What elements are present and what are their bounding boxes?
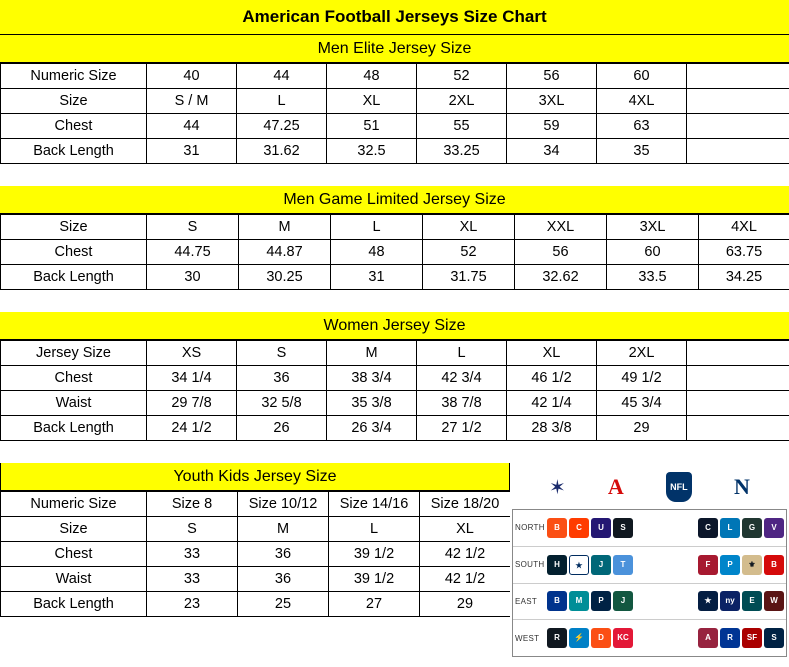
- table-row: [1, 139, 789, 164]
- cell: 63: [597, 114, 687, 139]
- cell: 40: [147, 64, 237, 89]
- table-row: [1, 416, 789, 441]
- afc-east-teams: [547, 591, 633, 611]
- cell: L: [237, 89, 327, 114]
- row-label: Waist: [1, 567, 147, 592]
- cell: 26: [237, 416, 327, 441]
- cell-empty: [687, 391, 789, 416]
- cell: XL: [423, 215, 515, 240]
- page-title: American Football Jerseys Size Chart: [0, 0, 789, 35]
- cell: 36: [238, 542, 329, 567]
- division-teams: [547, 555, 786, 575]
- giants-logo-icon: ny: [720, 591, 740, 611]
- browns-logo-icon: C: [569, 518, 589, 538]
- division-label: SOUTH: [515, 560, 545, 570]
- youth-block: [0, 463, 510, 659]
- division-label: NORTH: [515, 523, 545, 533]
- cell: 26 3/4: [327, 416, 417, 441]
- cell: 48: [327, 64, 417, 89]
- table-men-game-limited: [0, 214, 789, 290]
- cell-empty: [687, 114, 789, 139]
- lions-logo-icon: L: [720, 518, 740, 538]
- cell: 33: [147, 567, 238, 592]
- cell-empty: [687, 341, 789, 366]
- bears-logo-icon: C: [698, 518, 718, 538]
- buccaneers-logo-icon: B: [764, 555, 784, 575]
- cell: M: [327, 341, 417, 366]
- division-label: EAST: [515, 596, 538, 606]
- cell: 3XL: [507, 89, 597, 114]
- cell: Size 10/12: [238, 492, 329, 517]
- cell: 32 5/8: [237, 391, 327, 416]
- cell: 38 3/4: [327, 366, 417, 391]
- section-header-women: Women Jersey Size: [0, 312, 789, 340]
- row-label: Chest: [1, 240, 147, 265]
- division-teams: [547, 628, 786, 648]
- cell: 4XL: [597, 89, 687, 114]
- cell: 38 7/8: [417, 391, 507, 416]
- cowboys-logo-icon: ★: [698, 591, 718, 611]
- cell-empty: [687, 416, 789, 441]
- cell: 52: [423, 240, 515, 265]
- row-label: Chest: [1, 114, 147, 139]
- cell: Size 8: [147, 492, 238, 517]
- cell: 44: [237, 64, 327, 89]
- jets-logo-icon: J: [613, 591, 633, 611]
- table-row: [1, 391, 789, 416]
- nfl-logos-panel: [510, 463, 789, 659]
- cell: 35: [597, 139, 687, 164]
- cell: XL: [327, 89, 417, 114]
- cell: 63.75: [699, 240, 789, 265]
- division-row-north: [513, 510, 786, 547]
- row-label: Back Length: [1, 416, 147, 441]
- table-row: [1, 240, 789, 265]
- division-row-east: [513, 584, 786, 621]
- cell: 56: [507, 64, 597, 89]
- table-row: [1, 114, 789, 139]
- panthers-logo-icon: P: [720, 555, 740, 575]
- cell: 27 1/2: [417, 416, 507, 441]
- cell: 32.62: [515, 265, 607, 290]
- table-row: [1, 592, 511, 617]
- cell: 49 1/2: [597, 366, 687, 391]
- division-row-south: [513, 547, 786, 584]
- cell: 34.25: [699, 265, 789, 290]
- broncos-logo-icon: D: [591, 628, 611, 648]
- cell: M: [238, 517, 329, 542]
- section-header-men-game-limited: Men Game Limited Jersey Size: [0, 186, 789, 214]
- bengals-logo-icon: B: [547, 518, 567, 538]
- section-header-men-elite: Men Elite Jersey Size: [0, 35, 789, 63]
- cell: 31.62: [237, 139, 327, 164]
- rams-logo-icon: R: [720, 628, 740, 648]
- cell: 34: [507, 139, 597, 164]
- bills-logo-icon: B: [547, 591, 567, 611]
- row-label: Back Length: [1, 265, 147, 290]
- row-label: Numeric Size: [1, 492, 147, 517]
- cell: 31.75: [423, 265, 515, 290]
- table-row: [1, 517, 511, 542]
- division-label: WEST: [515, 633, 540, 643]
- cell: 24 1/2: [147, 416, 237, 441]
- cell: S / M: [147, 89, 237, 114]
- 49ers-logo-icon: SF: [742, 628, 762, 648]
- steelers-logo-icon: S: [613, 518, 633, 538]
- cell: 27: [329, 592, 420, 617]
- cell: 30: [147, 265, 239, 290]
- division-teams: [547, 591, 786, 611]
- cell: 39 1/2: [329, 567, 420, 592]
- nfl-shield-icon: NFL: [666, 472, 692, 502]
- row-label: Jersey Size: [1, 341, 147, 366]
- ravens-logo-icon: U: [591, 518, 611, 538]
- row-label: Chest: [1, 366, 147, 391]
- cardinals-logo-icon: A: [698, 628, 718, 648]
- table-row: [1, 265, 789, 290]
- row-label: Waist: [1, 391, 147, 416]
- spacer: [0, 164, 789, 186]
- cell: Size 14/16: [329, 492, 420, 517]
- spacer: [0, 441, 789, 463]
- cell: 59: [507, 114, 597, 139]
- cell-empty: [687, 139, 789, 164]
- cell: 44: [147, 114, 237, 139]
- afc-south-teams: [547, 555, 633, 575]
- cell: 4XL: [699, 215, 789, 240]
- saints-logo-icon: ⚜: [742, 555, 762, 575]
- row-label: Back Length: [1, 139, 147, 164]
- cell: 47.25: [237, 114, 327, 139]
- commanders-logo-icon: W: [764, 591, 784, 611]
- cell: 33: [147, 542, 238, 567]
- jaguars-logo-icon: J: [591, 555, 611, 575]
- cell: 31: [147, 139, 237, 164]
- cell: 31: [331, 265, 423, 290]
- section-header-youth: Youth Kids Jersey Size: [0, 463, 510, 491]
- vikings-logo-icon: V: [764, 518, 784, 538]
- table-women: [0, 340, 789, 441]
- nfc-north-teams: [698, 518, 784, 538]
- cell-empty: [687, 64, 789, 89]
- cell: L: [329, 517, 420, 542]
- titans-logo-icon: T: [613, 555, 633, 575]
- nfc-west-teams: [698, 628, 784, 648]
- cell: S: [147, 517, 238, 542]
- cell: 2XL: [417, 89, 507, 114]
- row-label: Chest: [1, 542, 147, 567]
- cell: XL: [420, 517, 511, 542]
- cell: Size 18/20: [420, 492, 511, 517]
- afc-west-teams: [547, 628, 633, 648]
- table-row: [1, 542, 511, 567]
- row-label: Back Length: [1, 592, 147, 617]
- team-logo-grid: [512, 509, 787, 657]
- texans-logo-icon: H: [547, 555, 567, 575]
- afc-logo-icon: A: [607, 474, 624, 499]
- cell: 39 1/2: [329, 542, 420, 567]
- cell: XS: [147, 341, 237, 366]
- table-row: [1, 64, 789, 89]
- cell: 51: [327, 114, 417, 139]
- seahawks-logo-icon: S: [764, 628, 784, 648]
- cell: 29: [597, 416, 687, 441]
- table-youth: [0, 491, 511, 617]
- raiders-logo-icon: R: [547, 628, 567, 648]
- cell: 29: [420, 592, 511, 617]
- cell: 42 1/2: [420, 542, 511, 567]
- cell: 52: [417, 64, 507, 89]
- cell: 46 1/2: [507, 366, 597, 391]
- cell: 36: [238, 567, 329, 592]
- chiefs-logo-icon: KC: [613, 628, 633, 648]
- eagles-logo-icon: E: [742, 591, 762, 611]
- cell: M: [239, 215, 331, 240]
- cell: 55: [417, 114, 507, 139]
- cell: 28 3/8: [507, 416, 597, 441]
- row-label: Size: [1, 517, 147, 542]
- table-row: [1, 366, 789, 391]
- cell: XL: [507, 341, 597, 366]
- spacer: [0, 290, 789, 312]
- colts-logo-icon: ★: [569, 555, 589, 575]
- cell: 45 3/4: [597, 391, 687, 416]
- division-teams: [547, 518, 786, 538]
- cell: 48: [331, 240, 423, 265]
- chargers-logo-icon: ⚡: [569, 628, 589, 648]
- cell: 34 1/4: [147, 366, 237, 391]
- cell: 32.5: [327, 139, 417, 164]
- cell: 33.5: [607, 265, 699, 290]
- cell: 44.75: [147, 240, 239, 265]
- cell: 44.87: [239, 240, 331, 265]
- nfc-south-teams: [698, 555, 784, 575]
- table-row: [1, 215, 789, 240]
- cell: 25: [238, 592, 329, 617]
- afc-north-teams: [547, 518, 633, 538]
- nfl-shield-star-icon: ✶: [549, 476, 566, 499]
- cell: 36: [237, 366, 327, 391]
- patriots-logo-icon: P: [591, 591, 611, 611]
- row-label: Size: [1, 89, 147, 114]
- cell-empty: [687, 366, 789, 391]
- division-row-west: [513, 620, 786, 656]
- table-row: [1, 89, 789, 114]
- cell: 29 7/8: [147, 391, 237, 416]
- dolphins-logo-icon: M: [569, 591, 589, 611]
- nfc-east-teams: [698, 591, 784, 611]
- cell: 30.25: [239, 265, 331, 290]
- cell: S: [147, 215, 239, 240]
- cell: 56: [515, 240, 607, 265]
- cell: 2XL: [597, 341, 687, 366]
- cell: 35 3/8: [327, 391, 417, 416]
- row-label: Size: [1, 215, 147, 240]
- cell: XXL: [515, 215, 607, 240]
- cell: 42 1/4: [507, 391, 597, 416]
- cell-empty: [687, 89, 789, 114]
- table-men-elite: [0, 63, 789, 164]
- cell: S: [237, 341, 327, 366]
- cell: 42 3/4: [417, 366, 507, 391]
- cell: 23: [147, 592, 238, 617]
- table-row: [1, 567, 511, 592]
- cell: L: [331, 215, 423, 240]
- table-row: [1, 341, 789, 366]
- cell: 60: [597, 64, 687, 89]
- cell: 3XL: [607, 215, 699, 240]
- cell: 42 1/2: [420, 567, 511, 592]
- nfc-logo-icon: N: [734, 474, 750, 499]
- cell: L: [417, 341, 507, 366]
- conference-logos-row: [510, 463, 789, 509]
- packers-logo-icon: G: [742, 518, 762, 538]
- bottom-area: [0, 463, 789, 659]
- cell: 33.25: [417, 139, 507, 164]
- falcons-logo-icon: F: [698, 555, 718, 575]
- cell: 60: [607, 240, 699, 265]
- row-label: Numeric Size: [1, 64, 147, 89]
- table-row: [1, 492, 511, 517]
